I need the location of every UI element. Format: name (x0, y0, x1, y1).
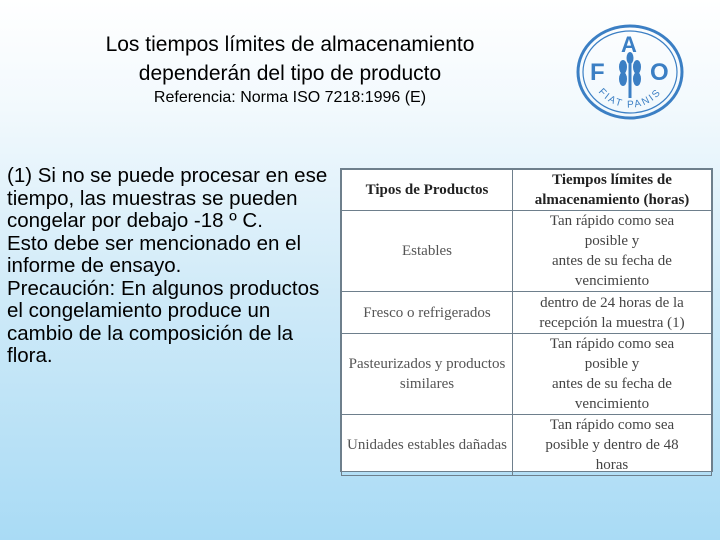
fao-logo-icon (574, 22, 686, 122)
logo-letter-o: O (650, 59, 669, 86)
table-row (342, 292, 712, 334)
logo-letter-a: A (621, 32, 637, 57)
table-header-row (342, 170, 712, 211)
time-cell (513, 211, 712, 292)
storage-times-table (340, 168, 713, 472)
header-product-types: Tipos de Productos (342, 170, 513, 211)
product-cell: Pasteurizados y productos similares (342, 334, 513, 415)
table-row (342, 415, 712, 476)
time-line: horas (595, 457, 629, 473)
time-line: dentro de 24 horas de la (540, 294, 684, 311)
time-cell (513, 334, 712, 415)
time-line: vencimiento (574, 273, 650, 289)
time-line: Tan rápido como sea (549, 213, 675, 229)
time-line: vencimiento (574, 396, 650, 412)
time-line: antes de su fecha de (552, 376, 672, 392)
note-line-1: (1) Si no se puede procesar en ese tiempo, las muestras se pueden congelar por debajo -18 º C. (7, 164, 328, 232)
time-cell (513, 415, 712, 476)
title-line-1: Los tiempos límites de almacenamiento (105, 33, 475, 56)
time-cell (513, 292, 712, 334)
title-line-2: dependerán del tipo de producto (138, 62, 442, 85)
table-row (342, 334, 712, 415)
time-line: Tan rápido como sea (549, 336, 675, 352)
logo-letter-f: F (590, 59, 605, 86)
time-line: recepción la muestra (1) (539, 314, 685, 331)
note-line-3: Precaución: En algunos productos el congelamiento produce un cambio de la composición de la flora. (7, 276, 320, 367)
product-cell: Fresco o refrigerados (342, 292, 513, 334)
note-line-2: Esto debe ser mencionado en el informe de ensayo. (7, 231, 302, 277)
wheat-ear-icon (619, 52, 641, 98)
logo-motto: FIAT PANIS (595, 86, 665, 111)
time-line: posible y (584, 356, 640, 372)
product-cell: Estables (342, 211, 513, 292)
page-title (40, 30, 540, 88)
time-line: antes de su fecha de (552, 253, 672, 269)
time-line: posible y (584, 233, 640, 249)
notes-block (7, 165, 337, 368)
product-cell: Unidades estables dañadas (342, 415, 513, 476)
time-line: Tan rápido como sea (549, 417, 675, 433)
reference-text: Referencia: Norma ISO 7218:1996 (E) (153, 89, 427, 106)
header-storage-limits: Tiempos límites de almacenamiento (horas) (513, 170, 712, 211)
table-row (342, 211, 712, 292)
time-line: posible y dentro de 48 (545, 437, 679, 453)
